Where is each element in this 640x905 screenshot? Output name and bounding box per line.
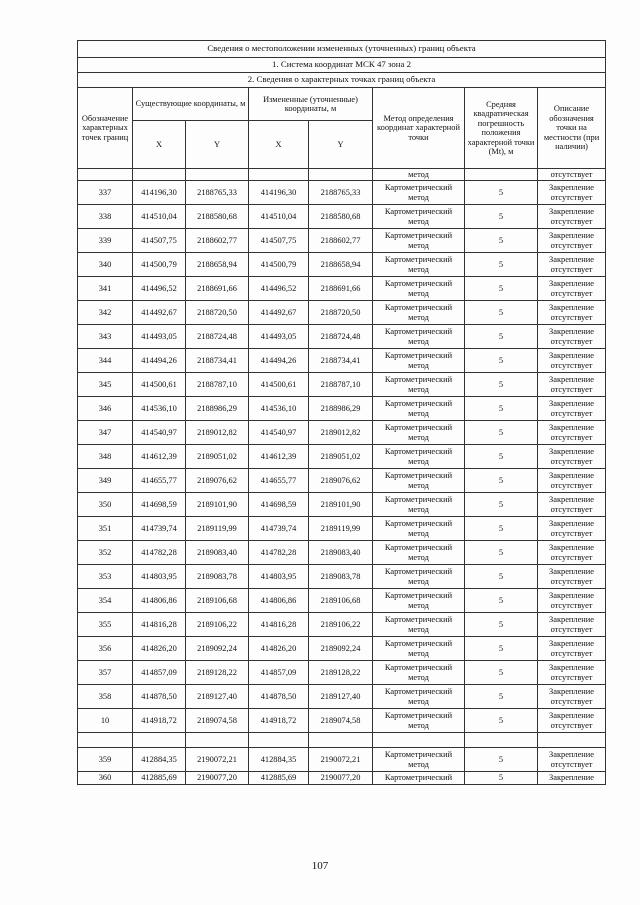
cell-point-id: 348 xyxy=(78,445,133,469)
cell-point-id: 346 xyxy=(78,397,133,421)
cell-accuracy: 5 xyxy=(465,661,538,685)
cell-changed-y: 2189106,22 xyxy=(309,613,373,637)
cell-description: Закрепление отсутствует xyxy=(538,637,606,661)
cell-changed-x: 414536,10 xyxy=(249,397,309,421)
cell-accuracy: 5 xyxy=(465,772,538,785)
cell-existing-y: 2189083,78 xyxy=(186,565,249,589)
cell-existing-y: 2188765,33 xyxy=(186,181,249,205)
cell-accuracy: 5 xyxy=(465,748,538,772)
cell-changed-x: 414816,28 xyxy=(249,613,309,637)
page-number: 107 xyxy=(311,860,329,872)
cell-point-id: 341 xyxy=(78,277,133,301)
cell-existing-y: 2188734,41 xyxy=(186,349,249,373)
cell-description: Закрепление отсутствует xyxy=(538,325,606,349)
cell-existing-x: 414500,79 xyxy=(133,253,186,277)
cell-changed-y: 2189012,82 xyxy=(309,421,373,445)
cell-point-id: 339 xyxy=(78,229,133,253)
table-row xyxy=(78,613,606,637)
cell-point-id: 345 xyxy=(78,373,133,397)
cell-point-id: 10 xyxy=(78,709,133,733)
cell-description: Закрепление отсутствует xyxy=(538,253,606,277)
cell-description: Закрепление отсутствует xyxy=(538,748,606,772)
cell-existing-y: 2188986,29 xyxy=(186,397,249,421)
cell-changed-y: 2189119,99 xyxy=(309,517,373,541)
cell-point-id: 354 xyxy=(78,589,133,613)
cell-changed-y: 2188765,33 xyxy=(309,181,373,205)
cell-accuracy: 5 xyxy=(465,565,538,589)
cell-changed-y: 2189092,24 xyxy=(309,637,373,661)
header-accuracy: Средняя квадратическая погрешность положения характерной точки (Mt), м xyxy=(465,88,538,169)
cell-method: Картометрический метод xyxy=(373,421,465,445)
cell-method: Картометрический метод xyxy=(373,637,465,661)
cell-existing-x: 414507,75 xyxy=(133,229,186,253)
cell-point-id: 343 xyxy=(78,325,133,349)
cell-accuracy: 5 xyxy=(465,637,538,661)
cell-changed-y: 2189051,02 xyxy=(309,445,373,469)
cell-description: Закрепление отсутствует xyxy=(538,661,606,685)
table-row xyxy=(78,277,606,301)
table-row xyxy=(78,517,606,541)
cell-description: Закрепление отсутствует xyxy=(538,421,606,445)
table-row xyxy=(78,541,606,565)
cell-changed-x: 414510,04 xyxy=(249,205,309,229)
cell-changed-y: 2188724,48 xyxy=(309,325,373,349)
cell-description: Закрепление отсутствует xyxy=(538,565,606,589)
cell-existing-y: 2190072,21 xyxy=(186,748,249,772)
cell-accuracy: 5 xyxy=(465,541,538,565)
cell-point-id: 350 xyxy=(78,493,133,517)
header-changed-y: Y xyxy=(309,121,373,169)
cell-changed-y: 2189083,78 xyxy=(309,565,373,589)
cell-changed-x: 414878,50 xyxy=(249,685,309,709)
cell-method: Картометрический метод xyxy=(373,748,465,772)
cell-point-id: 356 xyxy=(78,637,133,661)
cell-existing-y: 2188787,10 xyxy=(186,373,249,397)
cell-changed-x: 414826,20 xyxy=(249,637,309,661)
cell-existing-x: 414782,28 xyxy=(133,541,186,565)
cell-description: Закрепление отсутствует xyxy=(538,349,606,373)
cell-description: Закрепление отсутствует xyxy=(538,469,606,493)
cell-changed-y: 2188787,10 xyxy=(309,373,373,397)
cell-changed-x: 414655,77 xyxy=(249,469,309,493)
cell-method: Картометрический метод xyxy=(373,397,465,421)
cell-accuracy: 5 xyxy=(465,349,538,373)
cell-accuracy: 5 xyxy=(465,445,538,469)
cell-existing-x: 414493,05 xyxy=(133,325,186,349)
cell-changed-y: 2189101,90 xyxy=(309,493,373,517)
header-changed-x: X xyxy=(249,121,309,169)
cell-changed-y: 2189076,62 xyxy=(309,469,373,493)
table-row xyxy=(78,493,606,517)
cell-point-id: 342 xyxy=(78,301,133,325)
cell-existing-x: 414196,30 xyxy=(133,181,186,205)
continuation-row xyxy=(78,169,606,181)
cell-changed-x: 414698,59 xyxy=(249,493,309,517)
cell-changed-x: 414782,28 xyxy=(249,541,309,565)
cell-accuracy: 5 xyxy=(465,469,538,493)
cell-existing-x: 414857,09 xyxy=(133,661,186,685)
cell-accuracy: 5 xyxy=(465,397,538,421)
cell-accuracy: 5 xyxy=(465,373,538,397)
cell-existing-y: 2189128,22 xyxy=(186,661,249,685)
cell-accuracy: 5 xyxy=(465,493,538,517)
header-changed: Измененные (уточненные) координаты, м xyxy=(249,88,373,121)
cell-existing-x: 414536,10 xyxy=(133,397,186,421)
cell-method: Картометрический метод xyxy=(373,709,465,733)
cell-changed-y: 2188658,94 xyxy=(309,253,373,277)
cell-existing-y: 2189101,90 xyxy=(186,493,249,517)
table-row xyxy=(78,469,606,493)
cell-point-id: 347 xyxy=(78,421,133,445)
cell-existing-x: 414816,28 xyxy=(133,613,186,637)
cell-accuracy: 5 xyxy=(465,517,538,541)
cell-changed-y: 2189074,58 xyxy=(309,709,373,733)
cell-method: Картометрический метод xyxy=(373,349,465,373)
cell-existing-x: 414496,52 xyxy=(133,277,186,301)
cell-point-id: 351 xyxy=(78,517,133,541)
cell-description: Закрепление отсутствует xyxy=(538,301,606,325)
cell-changed-y: 2188986,29 xyxy=(309,397,373,421)
table-row xyxy=(78,661,606,685)
coordinate-system: 1. Система координат МСК 47 зона 2 xyxy=(78,58,606,73)
cell-changed-x: 414739,74 xyxy=(249,517,309,541)
cell-existing-y: 2189119,99 xyxy=(186,517,249,541)
cell-changed-x: 414493,05 xyxy=(249,325,309,349)
cell-description: Закрепление отсутствует xyxy=(538,709,606,733)
cell-point-id: 352 xyxy=(78,541,133,565)
cell-existing-x: 414878,50 xyxy=(133,685,186,709)
cell-changed-y: 2190077,20 xyxy=(309,772,373,785)
cell-existing-y: 2189012,82 xyxy=(186,421,249,445)
cell-changed-x: 414494,26 xyxy=(249,349,309,373)
cell-changed-x: 414540,97 xyxy=(249,421,309,445)
cell-description: Закрепление отсутствует xyxy=(538,277,606,301)
header-method: Метод определения координат характерной точки xyxy=(373,88,465,169)
cell-point-id: 338 xyxy=(78,205,133,229)
cell-changed-x: 414500,79 xyxy=(249,253,309,277)
cell-method: Картометрический метод xyxy=(373,589,465,613)
cell-existing-x: 414540,97 xyxy=(133,421,186,445)
table-row xyxy=(78,637,606,661)
continuation-method: метод xyxy=(373,169,465,181)
cell-method: Картометрический метод xyxy=(373,541,465,565)
cell-existing-y: 2189092,24 xyxy=(186,637,249,661)
cell-changed-y: 2189128,22 xyxy=(309,661,373,685)
cell-method: Картометрический метод xyxy=(373,229,465,253)
cell-accuracy: 5 xyxy=(465,253,538,277)
cell-accuracy: 5 xyxy=(465,277,538,301)
cell-changed-x: 414612,39 xyxy=(249,445,309,469)
cell-changed-y: 2189127,40 xyxy=(309,685,373,709)
cell-changed-x: 412885,69 xyxy=(249,772,309,785)
cell-accuracy: 5 xyxy=(465,229,538,253)
cell-existing-y: 2189083,40 xyxy=(186,541,249,565)
cell-method: Картометрический метод xyxy=(373,469,465,493)
cell-method: Картометрический метод xyxy=(373,445,465,469)
cell-description: Закрепление отсутствует xyxy=(538,181,606,205)
cell-existing-y: 2189127,40 xyxy=(186,685,249,709)
cell-method: Картометрический метод xyxy=(373,181,465,205)
cell-existing-x: 414494,26 xyxy=(133,349,186,373)
table-title: Сведения о местоположении измененных (уточненных) границ объекта xyxy=(78,41,606,58)
cell-existing-x: 414492,67 xyxy=(133,301,186,325)
cell-accuracy: 5 xyxy=(465,613,538,637)
cell-method: Картометрический метод xyxy=(373,517,465,541)
table-row xyxy=(78,421,606,445)
cell-accuracy: 5 xyxy=(465,709,538,733)
cell-description: Закрепление отсутствует xyxy=(538,397,606,421)
cell-existing-x: 414698,59 xyxy=(133,493,186,517)
cell-existing-y: 2189106,22 xyxy=(186,613,249,637)
cell-description: Закрепление отсутствует xyxy=(538,685,606,709)
cell-existing-y: 2188691,66 xyxy=(186,277,249,301)
cell-description: Закрепление отсутствует xyxy=(538,613,606,637)
cell-changed-x: 414857,09 xyxy=(249,661,309,685)
table-row xyxy=(78,397,606,421)
cell-existing-y: 2188720,50 xyxy=(186,301,249,325)
cell-existing-x: 414612,39 xyxy=(133,445,186,469)
cell-existing-x: 414803,95 xyxy=(133,565,186,589)
cell-existing-x: 414806,86 xyxy=(133,589,186,613)
cell-method: Картометрический метод xyxy=(373,613,465,637)
spacer-row xyxy=(78,733,606,748)
cell-point-id: 358 xyxy=(78,685,133,709)
cell-method: Картометрический метод xyxy=(373,373,465,397)
cell-method: Картометрический метод xyxy=(373,205,465,229)
cell-changed-y: 2188602,77 xyxy=(309,229,373,253)
cell-point-id: 340 xyxy=(78,253,133,277)
cell-description: Закрепление отсутствует xyxy=(538,517,606,541)
cell-existing-x: 412885,69 xyxy=(133,772,186,785)
table-row xyxy=(78,325,606,349)
table-row xyxy=(78,301,606,325)
cell-method: Картометрический метод xyxy=(373,685,465,709)
cell-changed-y: 2188580,68 xyxy=(309,205,373,229)
cell-existing-y: 2189074,58 xyxy=(186,709,249,733)
cell-description: Закрепление отсутствует xyxy=(538,493,606,517)
cell-existing-y: 2188580,68 xyxy=(186,205,249,229)
cell-accuracy: 5 xyxy=(465,205,538,229)
table-row xyxy=(78,181,606,205)
cell-point-id: 357 xyxy=(78,661,133,685)
cell-method: Картометрический метод xyxy=(373,325,465,349)
cell-method: Картометрический метод xyxy=(373,661,465,685)
cell-changed-x: 414803,95 xyxy=(249,565,309,589)
cell-existing-x: 414739,74 xyxy=(133,517,186,541)
cell-accuracy: 5 xyxy=(465,301,538,325)
cell-point-id: 353 xyxy=(78,565,133,589)
boundary-points-table xyxy=(77,40,606,785)
table-row xyxy=(78,373,606,397)
cell-changed-y: 2188734,41 xyxy=(309,349,373,373)
cell-method: Картометрический метод xyxy=(373,301,465,325)
cell-point-id: 349 xyxy=(78,469,133,493)
table-row xyxy=(78,709,606,733)
cell-changed-x: 414496,52 xyxy=(249,277,309,301)
table-row xyxy=(78,565,606,589)
cell-accuracy: 5 xyxy=(465,589,538,613)
header-description: Описание обозначения точки на местности (при наличии) xyxy=(538,88,606,169)
cell-existing-y: 2188658,94 xyxy=(186,253,249,277)
cell-method: Картометрический метод xyxy=(373,253,465,277)
table-row xyxy=(78,445,606,469)
cell-accuracy: 5 xyxy=(465,685,538,709)
cell-existing-x: 414655,77 xyxy=(133,469,186,493)
cell-existing-y: 2189076,62 xyxy=(186,469,249,493)
cell-changed-y: 2189106,68 xyxy=(309,589,373,613)
cell-point-id: 337 xyxy=(78,181,133,205)
header-point: Обозначение характерных точек границ xyxy=(78,88,133,169)
cell-method: Картометрический метод xyxy=(373,565,465,589)
cell-description: Закрепление отсутствует xyxy=(538,541,606,565)
cell-method: Картометрический xyxy=(373,772,465,785)
cell-existing-y: 2188724,48 xyxy=(186,325,249,349)
cell-changed-x: 414918,72 xyxy=(249,709,309,733)
cell-existing-y: 2188602,77 xyxy=(186,229,249,253)
table-row xyxy=(78,229,606,253)
table-row xyxy=(78,772,606,785)
cell-existing-y: 2189106,68 xyxy=(186,589,249,613)
cell-description: Закрепление отсутствует xyxy=(538,445,606,469)
cell-description: Закрепление отсутствует xyxy=(538,205,606,229)
cell-existing-x: 414500,61 xyxy=(133,373,186,397)
cell-point-id: 355 xyxy=(78,613,133,637)
cell-changed-y: 2189083,40 xyxy=(309,541,373,565)
cell-changed-y: 2188720,50 xyxy=(309,301,373,325)
cell-existing-y: 2189051,02 xyxy=(186,445,249,469)
cell-changed-y: 2190072,21 xyxy=(309,748,373,772)
cell-point-id: 344 xyxy=(78,349,133,373)
cell-description: Закрепление отсутствует xyxy=(538,229,606,253)
cell-description: Закрепление xyxy=(538,772,606,785)
cell-existing-y: 2190077,20 xyxy=(186,772,249,785)
continuation-description: отсутствует xyxy=(538,169,606,181)
cell-changed-x: 414196,30 xyxy=(249,181,309,205)
table-row xyxy=(78,589,606,613)
cell-accuracy: 5 xyxy=(465,421,538,445)
header-existing-y: Y xyxy=(186,121,249,169)
cell-point-id: 360 xyxy=(78,772,133,785)
header-existing: Существующие координаты, м xyxy=(133,88,249,121)
cell-method: Картометрический метод xyxy=(373,493,465,517)
section-title: 2. Сведения о характерных точках границ объекта xyxy=(78,73,606,88)
cell-existing-x: 414826,20 xyxy=(133,637,186,661)
cell-changed-x: 412884,35 xyxy=(249,748,309,772)
cell-changed-y: 2188691,66 xyxy=(309,277,373,301)
cell-changed-x: 414492,67 xyxy=(249,301,309,325)
cell-existing-x: 414918,72 xyxy=(133,709,186,733)
cell-method: Картометрический метод xyxy=(373,277,465,301)
cell-existing-x: 414510,04 xyxy=(133,205,186,229)
cell-accuracy: 5 xyxy=(465,325,538,349)
cell-existing-x: 412884,35 xyxy=(133,748,186,772)
cell-description: Закрепление отсутствует xyxy=(538,589,606,613)
table-row xyxy=(78,685,606,709)
cell-accuracy: 5 xyxy=(465,181,538,205)
cell-changed-x: 414500,61 xyxy=(249,373,309,397)
table-row xyxy=(78,349,606,373)
table-row xyxy=(78,253,606,277)
table-row xyxy=(78,748,606,772)
cell-description: Закрепление отсутствует xyxy=(538,373,606,397)
header-existing-x: X xyxy=(133,121,186,169)
cell-changed-x: 414507,75 xyxy=(249,229,309,253)
cell-point-id: 359 xyxy=(78,748,133,772)
table-row xyxy=(78,205,606,229)
cell-changed-x: 414806,86 xyxy=(249,589,309,613)
